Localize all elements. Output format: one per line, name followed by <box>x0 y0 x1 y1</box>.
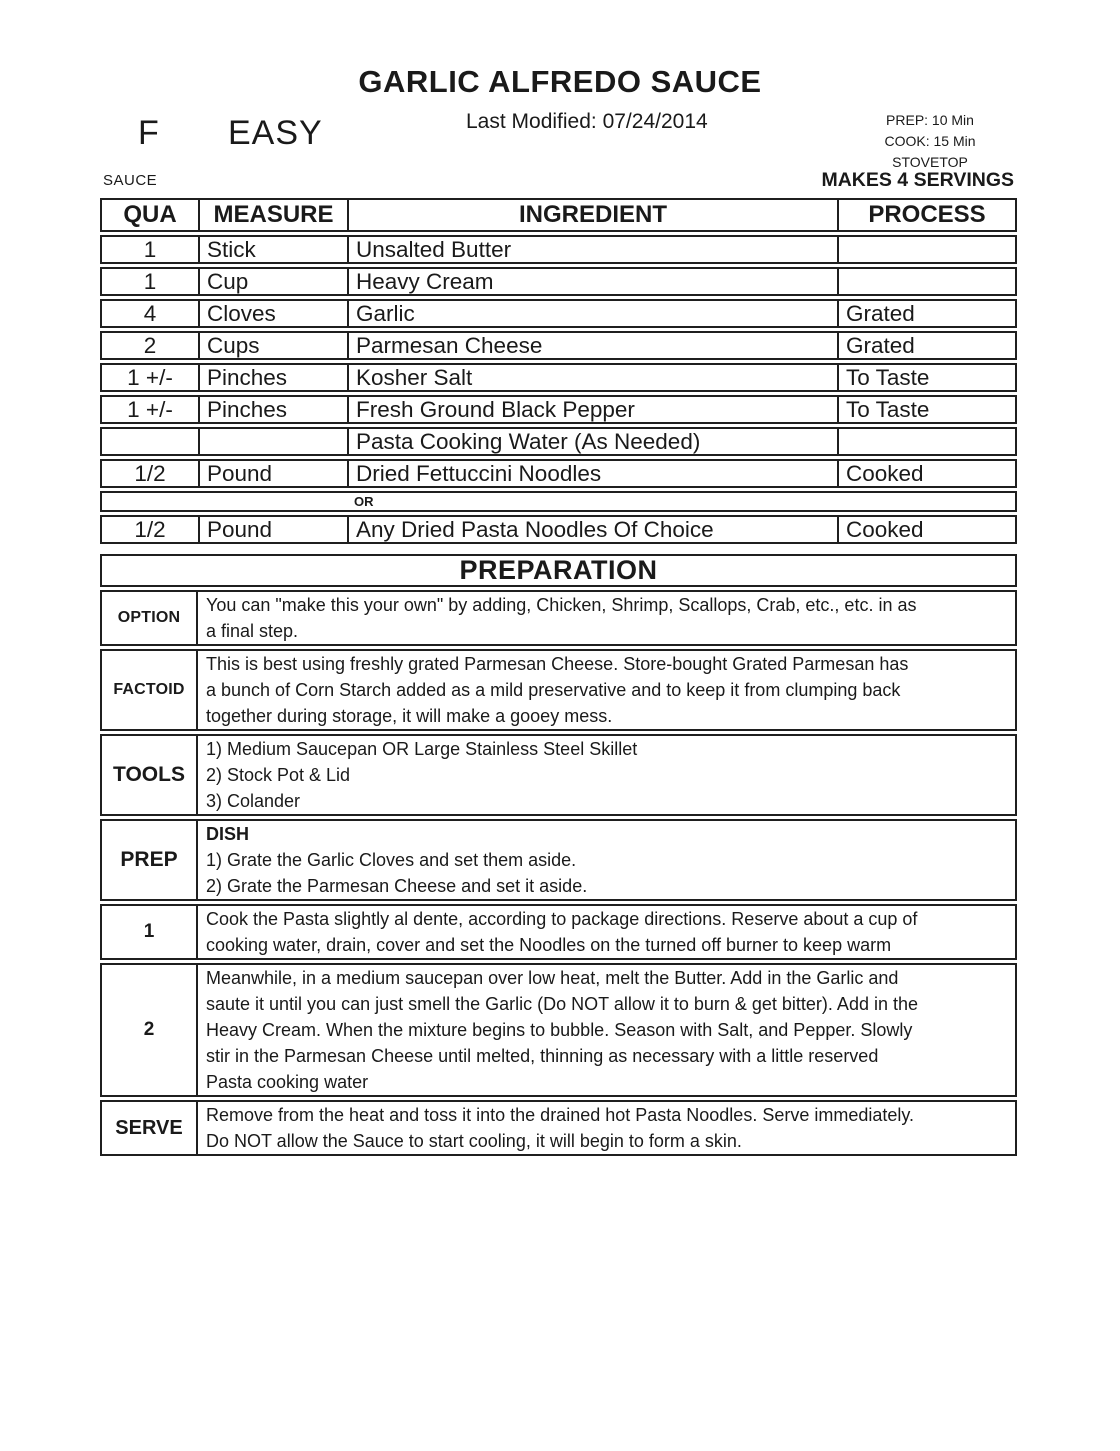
text-line: 3) Colander <box>206 791 301 811</box>
process-cell: To Taste <box>837 397 1015 422</box>
qua-cell: 4 <box>143 301 157 326</box>
text-line: 1) Medium Saucepan OR Large Stainless Steel Skillet <box>206 739 638 759</box>
text-line: saute it until you can just smell the Garlic (Do NOT allow it to burn & get bitter). Add in the <box>206 994 918 1014</box>
process-cell: Cooked <box>837 517 1015 542</box>
qua-cell: 1 <box>143 237 157 262</box>
preparation-row-step-1 <box>100 904 1017 960</box>
row-body <box>198 736 1015 814</box>
content-area <box>100 198 1017 1156</box>
or-separator-row: OR <box>100 491 1017 512</box>
process-cell <box>837 237 1015 262</box>
preparation-row-step-2 <box>100 963 1017 1097</box>
row-body <box>198 965 1015 1095</box>
process-cell <box>837 429 1015 454</box>
ingredient-cell: Unsalted Butter <box>347 237 837 262</box>
ingredient-row <box>100 427 1017 456</box>
measure-cell: Pound <box>198 517 347 542</box>
text-line: 2) Stock Pot & Lid <box>206 765 351 785</box>
ingredient-row <box>100 395 1017 424</box>
row-body <box>198 1102 1015 1154</box>
text-line: This is best using freshly grated Parmesan Cheese. Store-bought Grated Parmesan has <box>206 654 909 674</box>
qua-cell: 1 +/- <box>127 397 173 422</box>
ingredient-cell: Garlic <box>347 301 837 326</box>
prep-time: PREP: 10 Min <box>886 112 974 128</box>
process-cell: Grated <box>837 301 1015 326</box>
ingredient-row <box>100 363 1017 392</box>
process-cell: Cooked <box>837 461 1015 486</box>
text-line: 1) Grate the Garlic Cloves and set them aside. <box>206 850 577 870</box>
preparation-row-serve <box>100 1100 1017 1156</box>
qua-cell: 1/2 <box>134 517 166 542</box>
preparation-row-factoid <box>100 649 1017 731</box>
row-body <box>198 592 1015 644</box>
process-cell <box>837 269 1015 294</box>
ingredient-cell: Dried Fettuccini Noodles <box>347 461 837 486</box>
process-cell: To Taste <box>837 365 1015 390</box>
page-title: GARLIC ALFREDO SAUCE <box>358 64 762 99</box>
measure-cell: Cups <box>198 333 347 358</box>
qua-cell <box>102 429 198 454</box>
text-line: a bunch of Corn Starch added as a mild preservative and to keep it from clumping back <box>206 680 901 700</box>
row-label: SERVE <box>102 1102 198 1154</box>
row-body <box>198 906 1015 958</box>
row-label: PREP <box>102 821 198 899</box>
ingredient-cell: Fresh Ground Black Pepper <box>347 397 837 422</box>
column-header-qua: QUA <box>123 201 177 228</box>
row-body <box>198 651 1015 729</box>
text-line: Remove from the heat and toss it into the drained hot Pasta Noodles. Serve immediately. <box>206 1105 915 1125</box>
ingredient-cell: Pasta Cooking Water (As Needed) <box>347 429 837 454</box>
text-line: Pasta cooking water <box>206 1072 369 1092</box>
flag-letter: F <box>138 114 159 152</box>
measure-cell: Cloves <box>198 301 347 326</box>
text-line: 2) Grate the Parmesan Cheese and set it aside. <box>206 876 588 896</box>
preparation-row-option <box>100 590 1017 646</box>
text-line: Do NOT allow the Sauce to start cooling, it will begin to form a skin. <box>206 1131 742 1151</box>
row-label: 2 <box>102 965 198 1095</box>
qua-cell: 1 <box>143 269 157 294</box>
measure-cell: Pinches <box>198 365 347 390</box>
process-cell: Grated <box>837 333 1015 358</box>
text-line: stir in the Parmesan Cheese until melted, thinning as necessary with a little reserved <box>206 1046 879 1066</box>
preparation-row-tools <box>100 734 1017 816</box>
cook-time: COOK: 15 Min <box>884 133 976 149</box>
cook-method: STOVETOP <box>892 154 968 170</box>
ingredient-cell: Any Dried Pasta Noodles Of Choice <box>347 517 837 542</box>
ingredient-row <box>100 459 1017 488</box>
ingredient-row <box>100 235 1017 264</box>
ingredient-cell: Parmesan Cheese <box>347 333 837 358</box>
measure-cell <box>198 429 347 454</box>
column-header-ingredient: INGREDIENT <box>347 200 837 230</box>
dish-heading: DISH <box>206 824 250 844</box>
difficulty-label: EASY <box>228 114 323 152</box>
text-line: cooking water, drain, cover and set the Noodles on the turned off burner to keep warm <box>206 935 892 955</box>
qua-cell: 2 <box>143 333 157 358</box>
ingredient-row <box>100 299 1017 328</box>
ingredient-cell: Kosher Salt <box>347 365 837 390</box>
row-label: 1 <box>102 906 198 958</box>
measure-cell: Stick <box>198 237 347 262</box>
text-line: You can "make this your own" by adding, Chicken, Shrimp, Scallops, Crab, etc., etc. in as <box>206 595 917 615</box>
measure-cell: Pound <box>198 461 347 486</box>
ingredient-row <box>100 515 1017 544</box>
row-label: FACTOID <box>102 651 198 729</box>
text-line: Meanwhile, in a medium saucepan over low heat, melt the Butter. Add in the Garlic and <box>206 968 899 988</box>
ingredient-row <box>100 267 1017 296</box>
qua-cell: 1 +/- <box>127 365 173 390</box>
row-body <box>198 821 1015 899</box>
preparation-table <box>100 554 1017 1156</box>
ingredients-header-row <box>100 198 1017 232</box>
ingredient-row <box>100 331 1017 360</box>
servings-label: MAKES 4 SERVINGS <box>821 169 1014 191</box>
qua-cell: 1/2 <box>134 461 166 486</box>
meta-block <box>855 110 1005 173</box>
text-line: Heavy Cream. When the mixture begins to bubble. Season with Salt, and Pepper. Slowly <box>206 1020 913 1040</box>
text-line: a final step. <box>206 621 299 641</box>
row-label: TOOLS <box>102 736 198 814</box>
ingredients-table <box>100 198 1017 544</box>
preparation-title: PREPARATION <box>100 554 1017 587</box>
row-label: OPTION <box>102 592 198 644</box>
measure-cell: Pinches <box>198 397 347 422</box>
text-line: together during storage, it will make a gooey mess. <box>206 706 613 726</box>
preparation-row-prep <box>100 819 1017 901</box>
ingredient-cell: Heavy Cream <box>347 269 837 294</box>
measure-cell: Cup <box>198 269 347 294</box>
text-line: Cook the Pasta slightly al dente, according to package directions. Reserve about a cup of <box>206 909 918 929</box>
column-header-measure: MEASURE <box>198 200 347 230</box>
category-label: SAUCE <box>103 172 158 189</box>
last-modified: Last Modified: 07/24/2014 <box>466 110 708 133</box>
column-header-process: PROCESS <box>837 200 1015 230</box>
